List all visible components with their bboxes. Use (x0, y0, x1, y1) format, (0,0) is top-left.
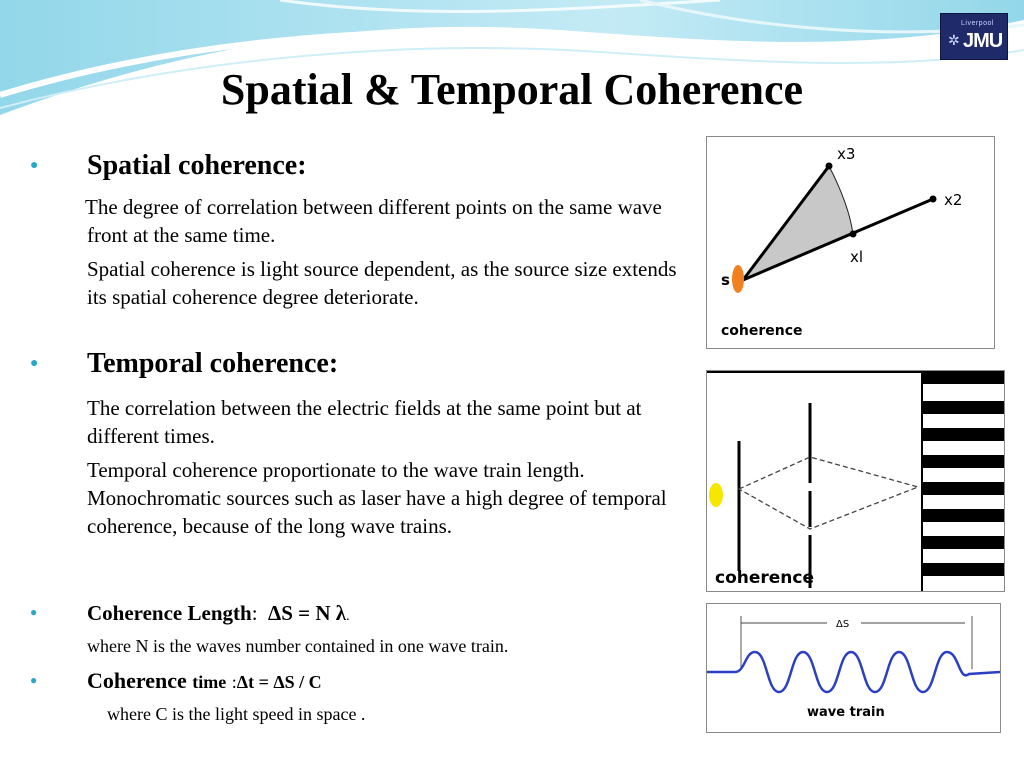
spatial-coherence-figure (706, 136, 995, 349)
temporal-figure-caption: coherence (715, 568, 815, 588)
wave-train-diagram (707, 604, 1000, 732)
spatial-para-2-text: Spatial coherence is light source dependent, as the source size extends its spatial coherence degree deteriorate. (87, 257, 677, 309)
point-x2 (930, 196, 937, 203)
coherence-time-formula: Δt = ΔS / C (236, 672, 322, 692)
slide-title: Spatial & Temporal Coherence (220, 65, 804, 114)
bullet-icon: ● (30, 158, 39, 173)
coherence-time-note: where C is the light speed in space . (107, 704, 366, 724)
point-x3 (826, 163, 833, 170)
wave-figure-caption: wave train (807, 705, 885, 720)
coherence-sector (743, 166, 853, 280)
spatial-para-2 (87, 255, 687, 311)
spatial-coherence-diagram (707, 137, 994, 348)
logo-mark-icon: ✲ (948, 32, 960, 48)
coherence-length-formula: ΔS = N λ (268, 601, 347, 625)
delta-s-label: ΔS (836, 619, 850, 630)
spatial-para-1 (87, 193, 687, 249)
coherence-length-colon: : (251, 601, 258, 625)
label-x3: x3 (837, 145, 856, 163)
temporal-para-2-text: Temporal coherence proportionate to the wave train length. Monochromatic sources such as laser have a high degree of temporal coherence, because of the long wave trains. (87, 458, 667, 538)
temporal-para-2 (87, 456, 685, 540)
jmu-logo (940, 13, 1008, 60)
temporal-para-1 (87, 394, 677, 450)
label-x1: xl (850, 248, 864, 266)
point-x1 (850, 231, 857, 238)
logo-brand-text: JMU (963, 30, 1003, 52)
label-s: s (721, 271, 730, 289)
coherence-length-note: where N is the waves number contained in one wave train. (87, 636, 509, 656)
coherence-length-line (87, 601, 350, 626)
bullet-icon: ● (30, 605, 38, 619)
label-x2: x2 (944, 191, 963, 209)
coherence-length-label: Coherence Length (87, 601, 252, 625)
bullet-icon: ● (30, 673, 38, 687)
spatial-heading: Spatial coherence: (87, 150, 307, 181)
temporal-coherence-diagram (707, 371, 1004, 591)
coherence-length-period: . (346, 609, 350, 624)
wave-train-curve (707, 652, 1000, 692)
light-source-s (732, 265, 744, 293)
coherence-time-label-small: time (192, 672, 227, 692)
light-source (709, 483, 723, 507)
logo-small-text: Liverpool (961, 20, 994, 27)
spatial-figure-caption: coherence (721, 323, 803, 339)
wave-train-figure (706, 603, 1001, 733)
coherence-time-colon: : (231, 672, 237, 692)
temporal-coherence-figure (706, 370, 1005, 592)
coherence-time-line (87, 668, 322, 694)
coherence-time-label: Coherence (87, 668, 187, 693)
spatial-para-1-text: The degree of correlation between different points on the same wave front at the same time. (85, 195, 662, 247)
temporal-para-1-text: The correlation between the electric fields at the same point but at different times. (87, 396, 642, 448)
light-paths (739, 457, 918, 529)
temporal-heading: Temporal coherence: (87, 348, 339, 379)
bullet-icon: ● (30, 356, 39, 371)
